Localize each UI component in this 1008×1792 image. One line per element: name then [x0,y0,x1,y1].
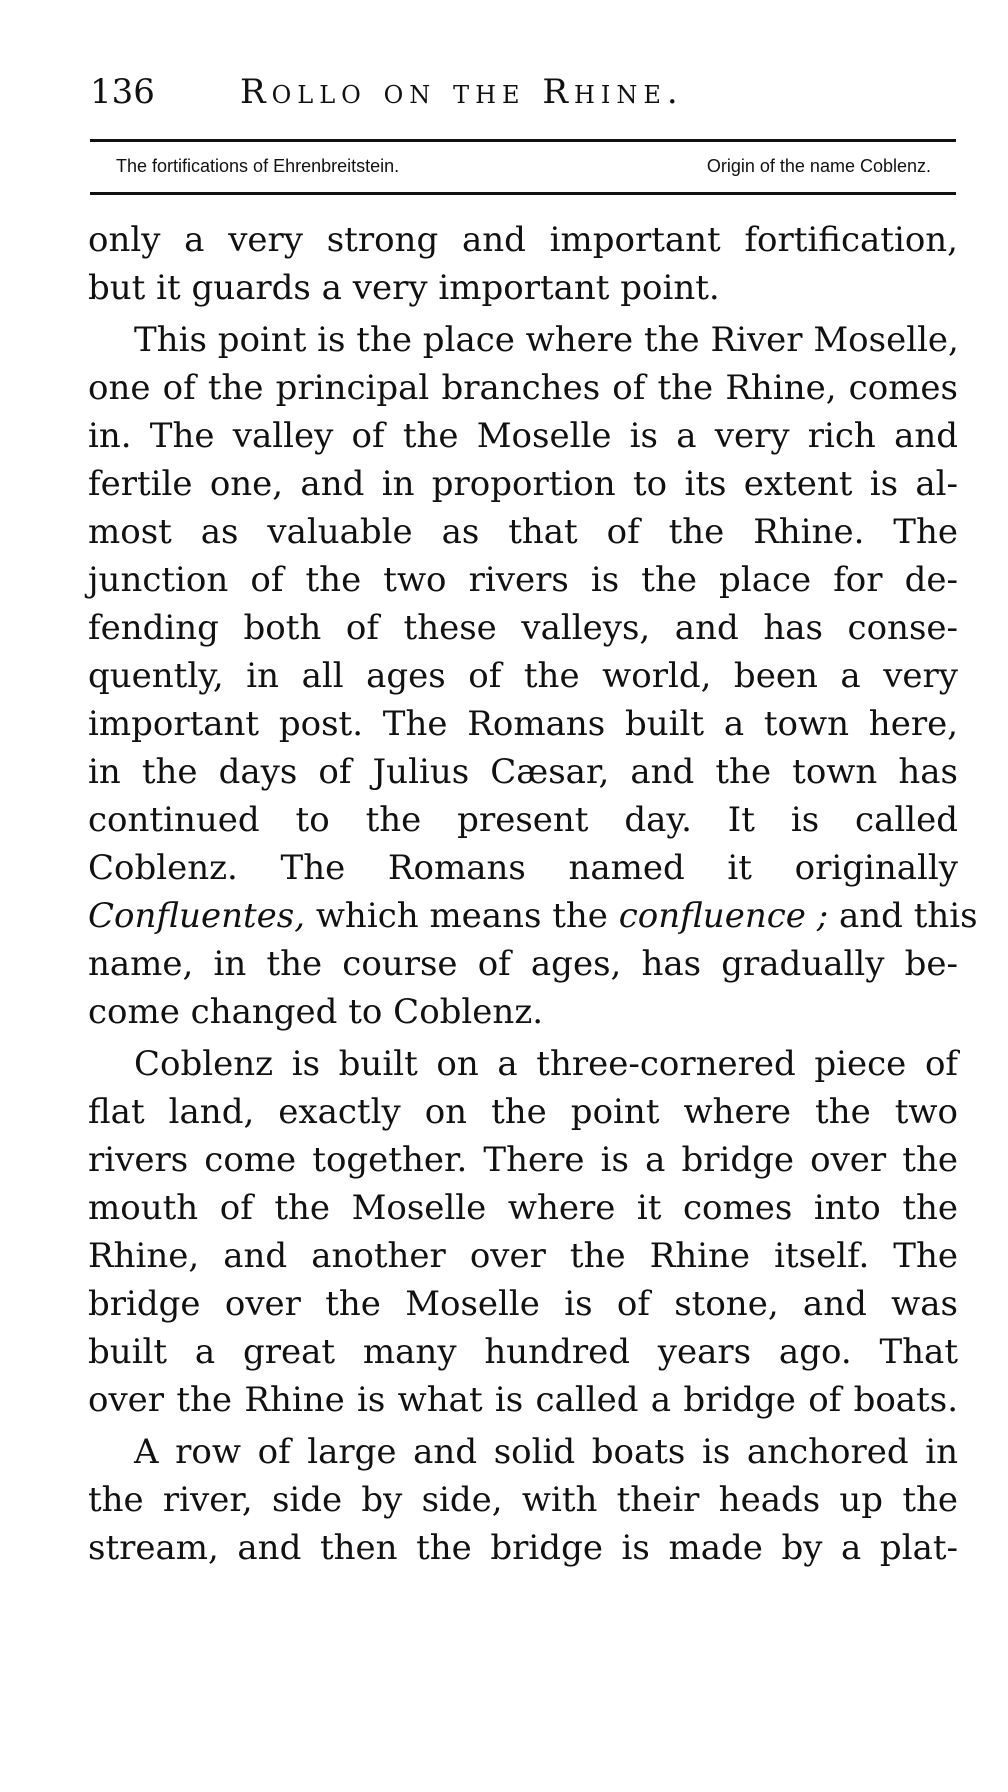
subhead-right: Origin of the name Coblenz. [706,156,931,176]
text-line: Rhine, and another over the Rhine itself. The [88,1236,958,1276]
text-line: Coblenz. The Romans named it originally [88,848,958,888]
running-title: Rollo on the Rhine. [240,72,684,112]
italic-word: confluence ; [618,896,829,936]
text-line: flat land, exactly on the point where the two [88,1092,958,1132]
header-rule-bottom [90,192,956,195]
text-line: mouth of the Moselle where it comes into the [88,1188,958,1228]
paragraph-start-line: A row of large and solid boats is anchored in [134,1432,958,1472]
paragraph-start-line: This point is the place where the River Moselle, [134,320,959,360]
paragraph-start-line: Coblenz is built on a three-cornered piece of [134,1044,958,1084]
text-line: stream, and then the bridge is made by a plat- [88,1528,958,1568]
text-line: in. The valley of the Moselle is a very rich and [88,416,958,456]
italic-word: Confluentes, [88,896,306,936]
text-line: quently, in all ages of the world, been a very [88,656,958,696]
body-text [88,216,978,1572]
text-line: come changed to Coblenz. [88,992,544,1032]
text-line-with-italics [88,892,978,940]
text-line: fertile one, and in proportion to its extent is al- [88,464,958,504]
text-line: most as valuable as that of the Rhine. The [88,512,958,552]
text-line: only a very strong and important fortification, [88,220,958,260]
text-line: the river, side by side, with their heads up the [88,1480,958,1520]
text-line: bridge over the Moselle is of stone, and was [88,1284,958,1324]
header-rule-top [90,139,956,142]
text-line: in the days of Julius Cæsar, and the town has [88,752,958,792]
text-line: junction of the two rivers is the place for de- [88,560,958,600]
text-line: rivers come together. There is a bridge over the [88,1140,958,1180]
text-fragment: which means the [305,896,619,936]
text-fragment: and this [828,896,978,936]
text-line: important post. The Romans built a town here, [88,704,958,744]
text-line: built a great many hundred years ago. That [88,1332,958,1372]
text-line: continued to the present day. It is called [88,800,958,840]
text-line: name, in the course of ages, has gradually be- [88,944,958,984]
text-line: but it guards a very important point. [88,268,720,308]
text-line: one of the principal branches of the Rhine, comes [88,368,958,408]
page-number: 136 [90,72,155,112]
subhead-left: The fortifications of Ehrenbreitstein. [116,156,400,176]
text-line: over the Rhine is what is called a bridge of boats. [88,1380,958,1420]
text-line: fending both of these valleys, and has conse- [88,608,958,648]
